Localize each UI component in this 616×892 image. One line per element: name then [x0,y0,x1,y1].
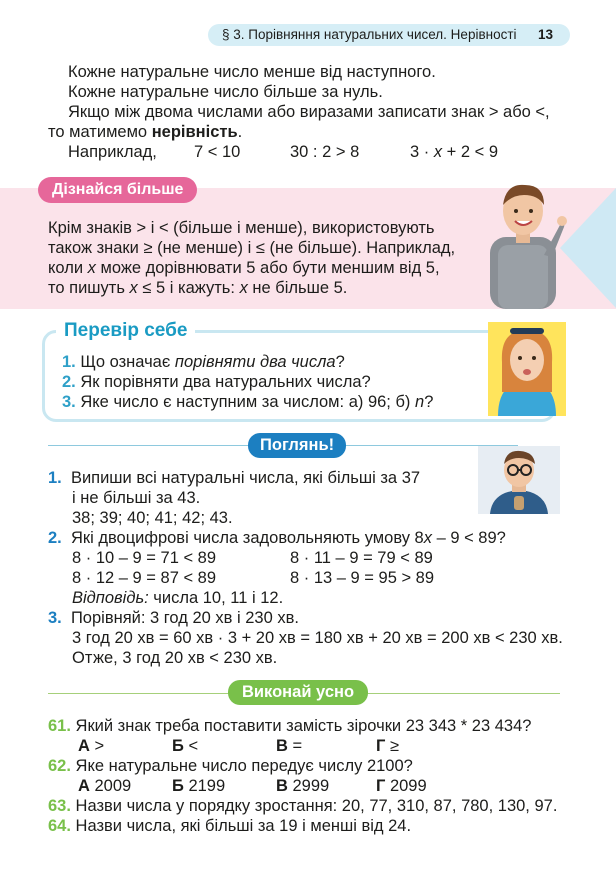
task-61-text: Який знак треба поставити замість зірочки 23 343 * 23 434? [75,717,532,735]
ex2-answer [72,588,283,608]
learn-more-line-2: також знаки ≥ (не менше) і ≤ (не більше). Наприклад, [48,239,456,257]
lm4c: не більше 5. [247,279,348,297]
question-3 [62,392,433,412]
task-61 [48,716,531,736]
task-62-number: 62. [48,757,71,775]
example-1: 7 < 10 [194,143,241,161]
t62-option-b [172,776,225,796]
q3-italic: n [415,393,425,411]
lm4b: ≤ 5 і кажуть: [137,279,240,297]
ex2-text-end: – 9 < 89? [431,529,506,547]
option-letter: Г [376,737,386,755]
intro-line-3: Якщо між двома числами або виразами записати знак > або <, [68,103,550,121]
q1-text: Що означає [80,353,175,371]
task-63-number: 63. [48,797,71,815]
look-ex1-line1 [48,468,420,488]
t62-option-d [376,776,427,796]
example-3-a: 3 · [410,143,434,161]
task-61-number: 61. [48,717,71,735]
option-value: ≥ [385,737,399,755]
calc-2: 8 · 11 – 9 = 79 < 89 [290,549,433,567]
q2-number: 2. [62,373,76,391]
answer-label: Відповідь: [72,589,149,607]
option-letter: Б [172,737,184,755]
period: . [237,123,243,141]
variable-x: x [239,279,248,297]
q1-italic: порівняти два числа [174,353,336,371]
oral-tab: Виконай усно [228,680,368,705]
option-value: 2099 [385,777,427,795]
example-label: Наприклад, [68,143,157,161]
ex1-text: Випиши всі натуральні числа, які більші за 37 [70,469,421,487]
intro-line-4-text: то матимемо [48,123,152,141]
option-letter: Б [172,777,184,795]
task-62 [48,756,413,776]
variable-x: x [433,143,443,161]
variable-x: x [423,529,432,547]
q2-text: Як порівняти два натуральних числа? [80,373,371,391]
learn-more-tab: Дізнайся більше [38,177,197,203]
option-value: 2999 [287,777,330,795]
option-value: 2009 [89,777,132,795]
option-value: > [89,737,105,755]
ex2-text: Які двоцифрові числа задовольняють умову 8 [70,529,424,547]
section-title: § 3. Порівняння натуральних чисел. Нерівності [222,27,517,42]
boy-with-glasses-image [478,446,560,514]
intro-line-2: Кожне натуральне число більше за нуль. [68,83,383,101]
example-2: 30 : 2 > 8 [290,143,360,161]
ex3-number: 3. [48,609,62,627]
girl-thinking-image [488,322,566,416]
q3-end: ? [424,393,434,411]
option-value: < [183,737,199,755]
task-64-text: Назви числа, які більші за 19 і менші від 24. [75,817,412,835]
example-3-b: + 2 < 9 [442,143,499,161]
task-63-text: Назви числа у порядку зростання: 20, 77, 310, 87, 780, 130, 97. [75,797,558,815]
look-ex3-line2: 3 год 20 хв = 60 хв · 3 + 20 хв = 180 хв + 20 хв = 200 хв < 230 хв. [72,629,563,647]
lm3b: може дорівнювати 5 або бути меншим від 5, [95,259,440,277]
look-ex3-line3: Отже, 3 год 20 хв < 230 хв. [72,649,278,667]
option-value: 2199 [183,777,226,795]
t61-option-b [172,736,198,756]
check-yourself-title: Перевір себе [56,318,195,344]
question-1 [62,352,345,372]
task-63 [48,796,557,816]
task-64-number: 64. [48,817,71,835]
option-letter: Г [376,777,386,795]
option-letter: А [78,777,90,795]
task-62-text: Яке натуральне число передує числу 2100? [75,757,413,775]
lm3a: коли [48,259,88,277]
term-inequality: нерівність [151,123,238,141]
t61-option-a [78,736,104,756]
decorative-triangle [560,188,616,308]
option-letter: В [276,737,288,755]
learn-more-line-4 [48,278,347,298]
intro-line-1: Кожне натуральне число менше від наступного. [68,63,436,81]
question-2 [62,372,371,392]
ex2-number: 2. [48,529,62,547]
q1-end: ? [335,353,345,371]
look-ex1-answer: 38; 39; 40; 41; 42; 43. [72,509,233,527]
look-ex2-line1 [48,528,506,548]
ex1-number: 1. [48,469,62,487]
look-ex1-line2: і не більші за 43. [72,489,201,507]
variable-x: x [129,279,138,297]
option-letter: А [78,737,90,755]
t61-option-c [276,736,302,756]
task-64 [48,816,411,836]
lm4a: то пишуть [48,279,130,297]
t61-option-d [376,736,399,756]
q3-number: 3. [62,393,76,411]
q1-number: 1. [62,353,76,371]
look-ex3-line1 [48,608,299,628]
t62-option-c [276,776,329,796]
q3-text: Яке число є наступним за числом: а) 96; б) [80,393,415,411]
intro-line-4 [48,122,242,142]
example-3 [410,142,498,162]
calc-4: 8 · 13 – 9 = 95 > 89 [290,569,435,587]
ex3-text: Порівняй: 3 год 20 хв і 230 хв. [70,609,299,627]
option-letter: В [276,777,288,795]
learn-more-line-1: Крім знаків > і < (більше і менше), використовують [48,219,435,237]
answer-text: числа 10, 11 і 12. [148,589,284,607]
option-value: = [287,737,303,755]
look-tab: Поглянь! [248,433,346,458]
calc-1: 8 · 10 – 9 = 71 < 89 [72,549,217,567]
calc-3: 8 · 12 – 9 = 87 < 89 [72,569,217,587]
t62-option-a [78,776,131,796]
page-number: 13 [538,27,554,42]
learn-more-line-3 [48,258,440,278]
variable-x: x [87,259,96,277]
boy-pointing-image [478,175,568,309]
